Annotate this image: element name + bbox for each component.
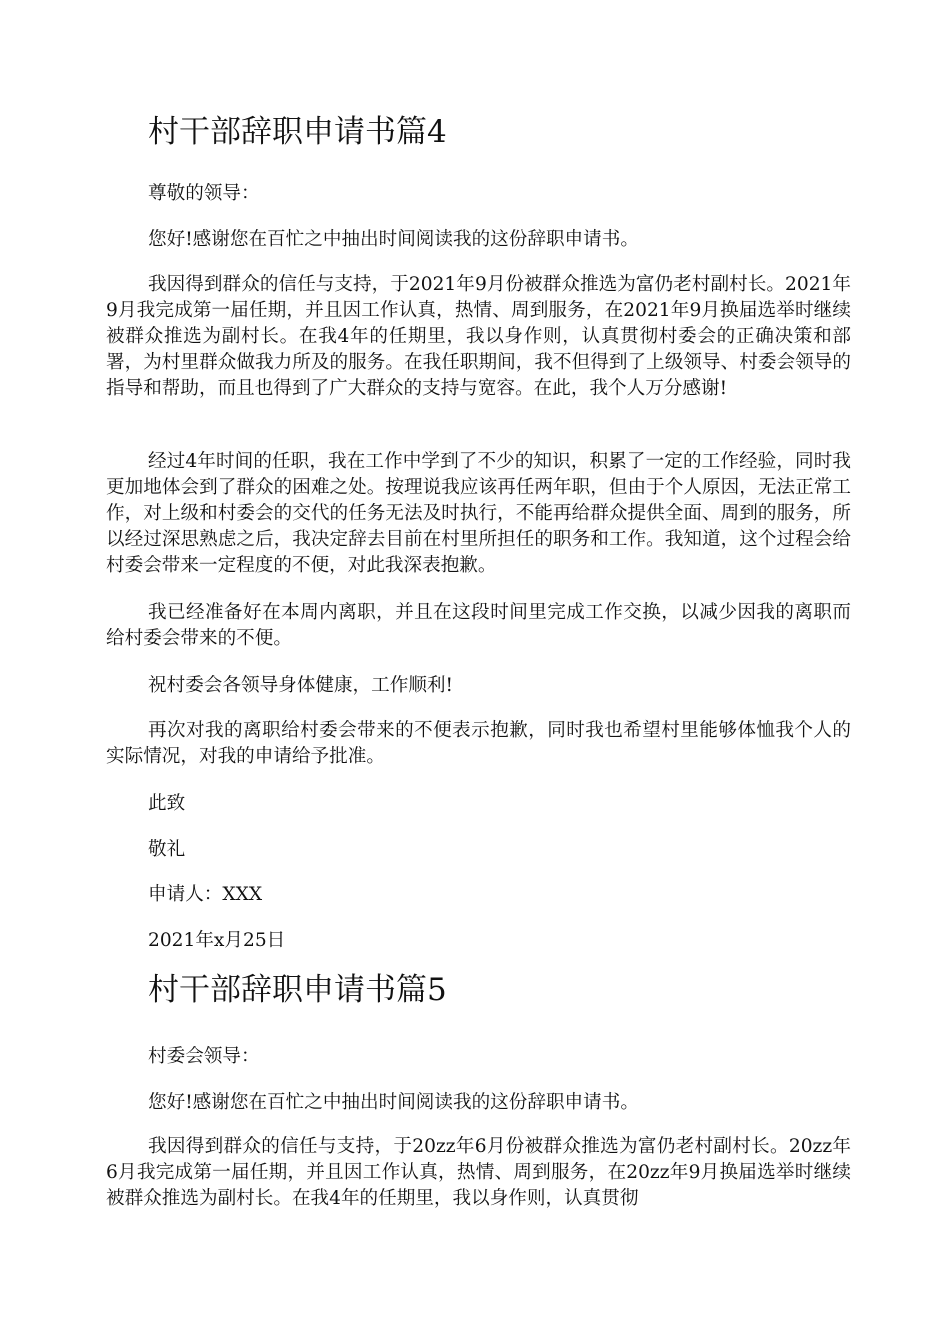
section-title: 村干部辞职申请书篇4 (148, 114, 447, 150)
salutation: 村委会领导： (148, 1046, 260, 1067)
greeting-paragraph: 您好!感谢您在百忙之中抽出时间阅读我的这份辞职申请书。 (148, 1092, 639, 1113)
salutation: 尊敬的领导： (148, 183, 260, 204)
section-title: 村干部辞职申请书篇5 (148, 972, 447, 1008)
closing-line-1: 此致 (148, 793, 186, 814)
body-paragraph-1: 我因得到群众的信任与支持，于20zz年6月份被群众推选为富仍老村副村长。20zz年6月我完成第一届任期，并且因工作认真，热情、周到服务，在20zz年9月换届选举时继续被群众推选为副村长。在我4年的任期里，我以身作则，认真贯彻 (106, 1136, 851, 1209)
date-line: 2021年x月25日 (148, 930, 286, 951)
body-paragraph-4: 再次对我的离职给村委会带来的不便表示抱歉，同时我也希望村里能够体恤我个人的实际情况，对我的申请给予批准。 (106, 720, 851, 767)
closing-line-2: 敬礼 (148, 839, 186, 860)
body-paragraph-1: 我因得到群众的信任与支持，于2021年9月份被群众推选为富仍老村副村长。2021年9月我完成第一届任期，并且因工作认真，热情、周到服务，在2021年9月换届选举时继续被群众推选为副村长。在我4年的任期里，我以身作则，认真贯彻村委会的正确决策和部署，为村里群众做我力所及的服务。在我任职期间，我不但得到了上级领导、村委会领导的指导和帮助，而且也得到了广大群众的支持与宽容。在此，我个人万分感谢! (106, 274, 851, 399)
wish-paragraph: 祝村委会各领导身体健康，工作顺利! (148, 675, 453, 696)
greeting-paragraph: 您好!感谢您在百忙之中抽出时间阅读我的这份辞职申请书。 (148, 229, 639, 250)
body-paragraph-2: 经过4年时间的任职，我在工作中学到了不少的知识，积累了一定的工作经验，同时我更加地体会到了群众的困难之处。按理说我应该再任两年职，但由于个人原因，无法正常工作，对上级和村委会的交代的任务无法及时执行，不能再给群众提供全面、周到的服务，所以经过深思熟虑之后，我决定辞去目前在村里所担任的职务和工作。我知道，这个过程会给村委会带来一定程度的不便，对此我深表抱歉。 (106, 451, 851, 576)
applicant-line: 申请人：XXX (148, 884, 263, 905)
body-paragraph-3: 我已经准备好在本周内离职，并且在这段时间里完成工作交换，以减少因我的离职而给村委会带来的不便。 (106, 602, 851, 649)
